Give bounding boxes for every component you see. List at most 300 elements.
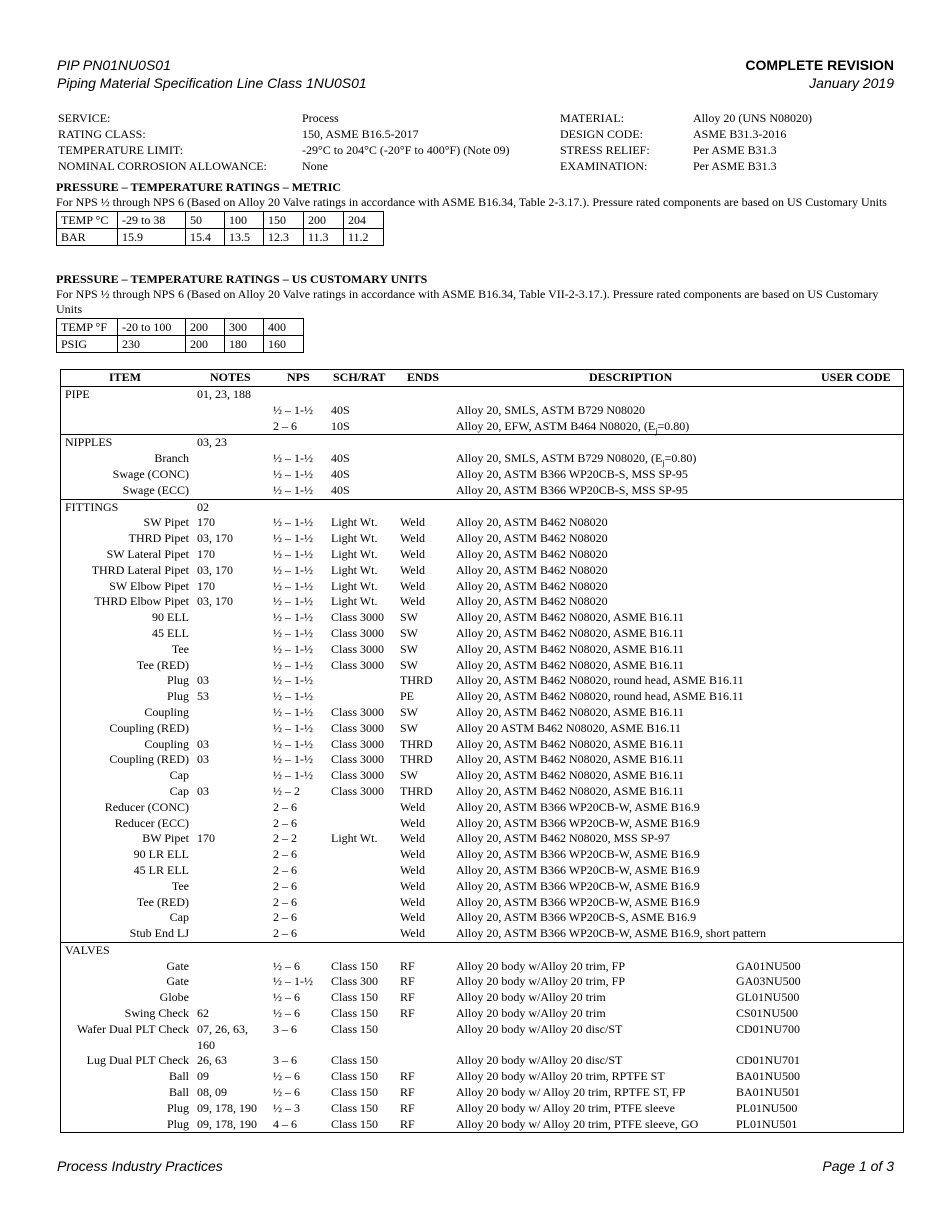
ends-cell: Weld — [400, 847, 426, 862]
item-cell: 90 LR ELL — [133, 847, 189, 862]
metric-cell: 11.2 — [344, 229, 384, 246]
info-value: 150, ASME B16.5-2017 — [302, 127, 419, 141]
description-cell: Alloy 20, ASTM B462 N08020 — [456, 531, 608, 546]
sch-rat-cell: Class 150 — [331, 1021, 379, 1036]
nps-cell: 2 – 6 — [273, 878, 297, 893]
sch-rat-cell: 10S — [331, 418, 350, 433]
revision-label: COMPLETE REVISION — [745, 57, 894, 73]
sch-rat-cell: Light Wt. — [331, 546, 378, 561]
nps-cell: 2 – 6 — [273, 847, 297, 862]
table-row — [61, 626, 903, 642]
notes-cell: 03, 170 — [197, 562, 233, 577]
item-cell: SW Pipet — [143, 515, 189, 530]
description-cell: Alloy 20 body w/ Alloy 20 trim, PTFE sleeve, GO — [456, 1116, 699, 1131]
table-row — [61, 1101, 903, 1117]
nps-cell: 2 – 6 — [273, 894, 297, 909]
us-pressure-row — [57, 336, 304, 353]
ends-cell: RF — [400, 974, 415, 989]
table-row — [61, 768, 903, 784]
ends-cell: RF — [400, 990, 415, 1005]
metric-cell: 15.9 — [118, 229, 186, 246]
notes-cell: 170 — [197, 515, 215, 530]
user-code-cell: BA01NU500 — [736, 1069, 801, 1084]
metric-ratings-section — [56, 180, 896, 246]
nps-cell: 2 – 6 — [273, 862, 297, 877]
info-label: SERVICE: — [58, 111, 111, 125]
ends-cell: Weld — [400, 862, 426, 877]
sch-rat-cell: Class 3000 — [331, 736, 385, 751]
nps-cell: ½ – 1-½ — [273, 720, 313, 735]
table-row — [61, 959, 903, 975]
group-name: VALVES — [65, 942, 110, 957]
ends-cell: RF — [400, 958, 415, 973]
nps-cell: ½ – 1-½ — [273, 402, 313, 417]
description-cell: Alloy 20, ASTM B462 N08020 — [456, 578, 608, 593]
table-row — [61, 689, 903, 705]
table-row — [61, 1006, 903, 1022]
description-cell: Alloy 20, ASTM B462 N08020, ASME B16.11 — [456, 783, 684, 798]
item-cell: Lug Dual PLT Check — [86, 1053, 189, 1068]
col-header-item: ITEM — [109, 370, 142, 384]
metric-cell: 11.3 — [304, 229, 344, 246]
description-cell: Alloy 20, ASTM B366 WP20CB-W, ASME B16.9 — [456, 815, 700, 830]
info-label: STRESS RELIEF: — [560, 143, 650, 157]
doc-title: Piping Material Specification Line Class 1NU0S01 — [57, 75, 367, 91]
table-row — [61, 658, 903, 674]
notes-cell: 08, 09 — [197, 1085, 227, 1100]
table-row — [61, 1022, 903, 1038]
item-cell: SW Elbow Pipet — [109, 578, 189, 593]
sch-rat-cell: Class 300 — [331, 974, 379, 989]
description-cell: Alloy 20, ASTM B366 WP20CB-W, ASME B16.9 — [456, 862, 700, 877]
info-value: None — [302, 159, 328, 173]
table-row — [61, 531, 903, 547]
group-header-row — [61, 435, 903, 451]
sch-rat-cell: Class 3000 — [331, 625, 385, 640]
ends-cell: RF — [400, 1100, 415, 1115]
description-cell: Alloy 20, ASTM B462 N08020, MSS SP-97 — [456, 831, 671, 846]
group-notes: 02 — [197, 499, 209, 514]
nps-cell: ½ – 1-½ — [273, 578, 313, 593]
ends-cell: THRD — [400, 783, 433, 798]
ends-cell: SW — [400, 625, 418, 640]
description-cell: Alloy 20, ASTM B462 N08020 — [456, 562, 608, 577]
info-row — [58, 126, 898, 142]
table-row — [61, 547, 903, 563]
item-cell: Plug — [166, 1100, 189, 1115]
item-cell: Globe — [159, 990, 189, 1005]
item-cell: THRD Lateral Pipet — [91, 562, 189, 577]
table-row — [61, 847, 903, 863]
description-cell: Alloy 20, ASTM B366 WP20CB-S, ASME B16.9 — [456, 910, 697, 925]
description-cell: Alloy 20, ASTM B462 N08020, ASME B16.11 — [456, 768, 684, 783]
sch-rat-cell: Class 3000 — [331, 610, 385, 625]
metric-cell: 13.5 — [225, 229, 264, 246]
component-table-header — [61, 370, 903, 387]
nps-cell: ½ – 1-½ — [273, 562, 313, 577]
notes-cell: 170 — [197, 546, 215, 561]
item-cell: Stub End LJ — [129, 926, 189, 941]
item-cell: Branch — [154, 451, 189, 466]
metric-cell: 200 — [304, 212, 344, 229]
ends-cell: Weld — [400, 910, 426, 925]
user-code-cell: PL01NU501 — [736, 1116, 798, 1131]
description-cell: Alloy 20 body w/Alloy 20 trim, FP — [456, 958, 626, 973]
group-header-row — [61, 387, 903, 403]
item-cell: Coupling — [144, 704, 189, 719]
group-notes: 01, 23, 188 — [197, 387, 251, 401]
description-cell: Alloy 20, ASTM B462 N08020, ASME B16.11 — [456, 752, 684, 767]
metric-cell: -29 to 38 — [118, 212, 186, 229]
ends-cell: Weld — [400, 926, 426, 941]
description-cell: Alloy 20, ASTM B366 WP20CB-W, ASME B16.9 — [456, 894, 700, 909]
sch-rat-cell: Class 150 — [331, 1006, 379, 1021]
us-cell: 200 — [186, 336, 225, 353]
nps-cell: 3 – 6 — [273, 1021, 297, 1036]
table-row — [61, 673, 903, 689]
info-value: Process — [302, 111, 339, 125]
sch-rat-cell: Class 150 — [331, 1085, 379, 1100]
table-row — [61, 737, 903, 753]
component-table — [60, 369, 904, 1133]
metric-cell: 150 — [264, 212, 304, 229]
sch-rat-cell: Class 3000 — [331, 783, 385, 798]
table-row — [61, 752, 903, 768]
item-cell: SW Lateral Pipet — [106, 546, 189, 561]
sch-rat-cell: Class 3000 — [331, 752, 385, 767]
item-cell: Tee — [171, 641, 189, 656]
sch-rat-cell: Light Wt. — [331, 578, 378, 593]
nps-cell: ½ – 1-½ — [273, 641, 313, 656]
group-pipe — [61, 387, 903, 435]
nps-cell: ½ – 6 — [273, 1085, 300, 1100]
item-cell: Cap — [169, 783, 189, 798]
ends-cell: Weld — [400, 815, 426, 830]
nps-cell: ½ – 1-½ — [273, 768, 313, 783]
description-cell: Alloy 20, ASTM B462 N08020, ASME B16.11 — [456, 657, 684, 672]
sch-rat-cell: Light Wt. — [331, 594, 378, 609]
info-value: -29°C to 204°C (-20°F to 400°F) (Note 09) — [302, 143, 510, 157]
ends-cell: THRD — [400, 736, 433, 751]
group-name: NIPPLES — [65, 435, 113, 450]
nps-cell: 2 – 6 — [273, 815, 297, 830]
nps-cell: 2 – 6 — [273, 799, 297, 814]
nps-cell: ½ – 6 — [273, 1069, 300, 1084]
nps-cell: ½ – 1-½ — [273, 974, 313, 989]
notes-cell: 09, 178, 190 — [197, 1116, 257, 1131]
user-code-cell: GL01NU500 — [736, 990, 800, 1005]
notes-cell: 62 — [197, 1006, 209, 1021]
ends-cell: Weld — [400, 894, 426, 909]
description-cell: Alloy 20 body w/Alloy 20 disc/ST — [456, 1053, 623, 1068]
col-header-description: DESCRIPTION — [589, 370, 673, 384]
notes-cell: 160 — [197, 1037, 215, 1052]
nps-cell: ½ – 1-½ — [273, 625, 313, 640]
description-cell: Alloy 20 body w/Alloy 20 disc/ST — [456, 1021, 623, 1036]
sch-rat-cell: 40S — [331, 402, 350, 417]
metric-cell: 12.3 — [264, 229, 304, 246]
sch-rat-cell: 40S — [331, 482, 350, 497]
table-row — [61, 1053, 903, 1069]
notes-cell: 09, 178, 190 — [197, 1100, 257, 1115]
nps-cell: 2 – 6 — [273, 418, 297, 433]
description-cell: Alloy 20, ASTM B462 N08020 — [456, 515, 608, 530]
us-ratings-title: PRESSURE – TEMPERATURE RATINGS – US CUSTOMARY UNITS — [56, 272, 428, 286]
ends-cell: Weld — [400, 878, 426, 893]
item-cell: Plug — [166, 673, 189, 688]
notes-cell: 03 — [197, 752, 209, 767]
item-cell: THRD Pipet — [128, 531, 189, 546]
sch-rat-cell: Class 3000 — [331, 720, 385, 735]
description-cell: Alloy 20 body w/Alloy 20 trim — [456, 1006, 606, 1021]
nps-cell: 2 – 6 — [273, 926, 297, 941]
group-nipples — [61, 435, 903, 499]
sch-rat-cell: Class 3000 — [331, 641, 385, 656]
nps-cell: ½ – 1-½ — [273, 546, 313, 561]
nps-cell: ½ – 1-½ — [273, 657, 313, 672]
ends-cell: PE — [400, 689, 415, 704]
table-row — [61, 451, 903, 467]
item-cell: Reducer (CONC) — [104, 799, 189, 814]
info-label: EXAMINATION: — [560, 159, 648, 173]
info-value: Alloy 20 (UNS N08020) — [693, 111, 812, 125]
notes-cell: 03, 170 — [197, 594, 233, 609]
user-code-cell: GA01NU500 — [736, 958, 801, 973]
table-row — [61, 831, 903, 847]
table-row — [61, 642, 903, 658]
group-name: PIPE — [65, 387, 90, 401]
nps-cell: ½ – 3 — [273, 1100, 300, 1115]
info-label: DESIGN CODE: — [560, 127, 643, 141]
description-cell: Alloy 20, ASTM B366 WP20CB-W, ASME B16.9 — [456, 799, 700, 814]
description-cell: Alloy 20, ASTM B366 WP20CB-W, ASME B16.9 — [456, 847, 700, 862]
item-cell: Ball — [169, 1085, 189, 1100]
table-row — [61, 467, 903, 483]
sch-rat-cell: 40S — [331, 451, 350, 466]
us-temp-row — [57, 319, 304, 336]
item-cell: Cap — [169, 910, 189, 925]
sch-rat-cell: Class 150 — [331, 1100, 379, 1115]
nps-cell: ½ – 6 — [273, 958, 300, 973]
ends-cell: Weld — [400, 578, 426, 593]
item-cell: Wafer Dual PLT Check — [76, 1021, 189, 1036]
notes-cell: 03, 170 — [197, 531, 233, 546]
description-cell: Alloy 20 ASTM B462 N08020, ASME B16.11 — [456, 720, 681, 735]
table-row — [61, 800, 903, 816]
ends-cell: SW — [400, 610, 418, 625]
us-cell: 180 — [225, 336, 264, 353]
ends-cell: Weld — [400, 594, 426, 609]
item-cell: 90 ELL — [152, 610, 189, 625]
user-code-cell: GA03NU500 — [736, 974, 801, 989]
user-code-cell: CD01NU701 — [736, 1053, 801, 1068]
notes-cell: 170 — [197, 831, 215, 846]
sch-rat-cell: Class 3000 — [331, 657, 385, 672]
item-cell: Swage (ECC) — [122, 482, 189, 497]
item-cell: Swing Check — [124, 1006, 189, 1021]
user-code-cell: PL01NU500 — [736, 1100, 798, 1115]
ends-cell: Weld — [400, 799, 426, 814]
metric-cell: 50 — [186, 212, 225, 229]
info-label: RATING CLASS: — [58, 127, 146, 141]
metric-temp-row — [57, 212, 384, 229]
description-cell: Alloy 20, ASTM B462 N08020, ASME B16.11 — [456, 641, 684, 656]
notes-cell: 53 — [197, 689, 209, 704]
description-cell: Alloy 20 body w/Alloy 20 trim, FP — [456, 974, 626, 989]
notes-cell: 26, 63 — [197, 1053, 227, 1068]
sch-rat-cell: Class 3000 — [331, 768, 385, 783]
sch-rat-cell: Class 150 — [331, 1116, 379, 1131]
sch-rat-cell: Light Wt. — [331, 562, 378, 577]
table-row — [61, 1069, 903, 1085]
us-ratings-table — [56, 318, 304, 353]
info-row — [58, 158, 898, 174]
us-cell: PSIG — [57, 336, 118, 353]
sch-rat-cell: Class 3000 — [331, 704, 385, 719]
user-code-cell: CS01NU500 — [736, 1006, 799, 1021]
item-cell: BW Pipet — [142, 831, 189, 846]
nps-cell: ½ – 1-½ — [273, 451, 313, 466]
item-cell: Reducer (ECC) — [114, 815, 189, 830]
revision-date: January 2019 — [809, 75, 894, 91]
us-cell: 200 — [186, 319, 225, 336]
notes-cell: 09 — [197, 1069, 209, 1084]
table-row — [61, 895, 903, 911]
group-notes: 03, 23 — [197, 435, 227, 450]
metric-ratings-table — [56, 211, 384, 246]
item-cell: Ball — [169, 1069, 189, 1084]
ends-cell: RF — [400, 1085, 415, 1100]
description-cell: Alloy 20, ASTM B462 N08020, ASME B16.11 — [456, 610, 684, 625]
nps-cell: 2 – 2 — [273, 831, 297, 846]
table-row — [61, 594, 903, 610]
table-row — [61, 863, 903, 879]
nps-cell: ½ – 1-½ — [273, 610, 313, 625]
description-cell: Alloy 20 body w/ Alloy 20 trim, PTFE sleeve — [456, 1100, 675, 1115]
metric-cell: BAR — [57, 229, 118, 246]
description-cell: Alloy 20, ASTM B366 WP20CB-S, MSS SP-95 — [456, 466, 688, 481]
sch-rat-cell: Light Wt. — [331, 531, 378, 546]
ends-cell: SW — [400, 704, 418, 719]
ends-cell: SW — [400, 657, 418, 672]
notes-cell: 170 — [197, 578, 215, 593]
col-header-sch-rat: SCH/RAT — [333, 370, 386, 384]
us-cell: 400 — [264, 319, 304, 336]
metric-ratings-description: For NPS ½ through NPS 6 (Based on Alloy 20 Valve ratings in accordance with ASME B16.34, Table 2-3.17.). Pressure rated components are based on US Customary Units — [56, 195, 887, 209]
nps-cell: ½ – 1-½ — [273, 704, 313, 719]
table-row — [61, 515, 903, 531]
table-row-continuation — [61, 1038, 903, 1054]
table-row — [61, 705, 903, 721]
nps-cell: ½ – 1-½ — [273, 482, 313, 497]
nps-cell: ½ – 1-½ — [273, 673, 313, 688]
table-row — [61, 403, 903, 419]
description-cell: Alloy 20, ASTM B462 N08020 — [456, 594, 608, 609]
table-row — [61, 483, 903, 499]
table-row — [61, 910, 903, 926]
sch-rat-cell: Light Wt. — [331, 831, 378, 846]
description-cell: Alloy 20, ASTM B462 N08020, round head, ASME B16.11 — [456, 673, 744, 688]
table-row — [61, 784, 903, 800]
description-cell: Alloy 20 body w/ Alloy 20 trim, RPTFE ST, FP — [456, 1085, 686, 1100]
ends-cell: Weld — [400, 546, 426, 561]
info-value: Per ASME B31.3 — [693, 143, 777, 157]
group-header-row — [61, 500, 903, 516]
table-row — [61, 879, 903, 895]
nps-cell: ½ – 1-½ — [273, 594, 313, 609]
us-cell: 160 — [264, 336, 304, 353]
ends-cell: THRD — [400, 673, 433, 688]
notes-cell: 07, 26, 63, — [197, 1021, 248, 1036]
item-cell: Cap — [169, 768, 189, 783]
item-cell: 45 ELL — [152, 625, 189, 640]
item-cell: Coupling (RED) — [109, 752, 189, 767]
info-label: TEMPERATURE LIMIT: — [58, 143, 184, 157]
metric-cell: 204 — [344, 212, 384, 229]
table-row — [61, 926, 903, 942]
doc-id: PIP PN01NU0S01 — [57, 57, 171, 73]
item-cell: Swage (CONC) — [112, 466, 189, 481]
description-cell: Alloy 20, SMLS, ASTM B729 N08020 — [456, 402, 646, 417]
info-row — [58, 110, 898, 126]
us-cell: -20 to 100 — [118, 319, 186, 336]
footer-page-number: Page 1 of 3 — [822, 1158, 894, 1174]
us-cell: 230 — [118, 336, 186, 353]
nps-cell: ½ – 1-½ — [273, 752, 313, 767]
metric-cell: 15.4 — [186, 229, 225, 246]
nps-cell: ½ – 6 — [273, 990, 300, 1005]
us-cell: TEMP °F — [57, 319, 118, 336]
nps-cell: ½ – 1-½ — [273, 689, 313, 704]
nps-cell: ½ – 1-½ — [273, 736, 313, 751]
ends-cell: Weld — [400, 515, 426, 530]
us-cell: 300 — [225, 319, 264, 336]
notes-cell: 03 — [197, 673, 209, 688]
group-valves — [61, 943, 903, 1133]
nps-cell: ½ – 2 — [273, 783, 300, 798]
nps-cell: ½ – 6 — [273, 1006, 300, 1021]
nps-cell: ½ – 1-½ — [273, 466, 313, 481]
sch-rat-cell: Class 150 — [331, 1053, 379, 1068]
ends-cell: THRD — [400, 752, 433, 767]
table-row — [61, 1085, 903, 1101]
item-cell: Tee — [171, 878, 189, 893]
description-cell: Alloy 20, ASTM B462 N08020 — [456, 546, 608, 561]
description-cell: Alloy 20, ASTM B366 WP20CB-S, MSS SP-95 — [456, 482, 688, 497]
table-row — [61, 990, 903, 1006]
nps-cell: ½ – 1-½ — [273, 531, 313, 546]
notes-cell: 03 — [197, 736, 209, 751]
group-name: FITTINGS — [65, 499, 119, 514]
metric-pressure-row — [57, 229, 384, 246]
ends-cell: SW — [400, 641, 418, 656]
notes-cell: 03 — [197, 783, 209, 798]
ends-cell: RF — [400, 1069, 415, 1084]
item-cell: Plug — [166, 1116, 189, 1131]
user-code-cell: BA01NU501 — [736, 1085, 801, 1100]
col-header-user-code: USER CODE — [821, 370, 891, 384]
group-header-row — [61, 943, 903, 959]
ends-cell: Weld — [400, 531, 426, 546]
sch-rat-cell: Class 150 — [331, 958, 379, 973]
item-cell: Gate — [166, 974, 189, 989]
description-cell: Alloy 20, ASTM B462 N08020, ASME B16.11 — [456, 704, 684, 719]
info-value: Per ASME B31.3 — [693, 159, 777, 173]
item-cell: 45 LR ELL — [133, 862, 189, 877]
item-cell: Tee (RED) — [136, 894, 189, 909]
footer-left: Process Industry Practices — [57, 1158, 223, 1174]
nps-cell: 4 – 6 — [273, 1116, 297, 1131]
